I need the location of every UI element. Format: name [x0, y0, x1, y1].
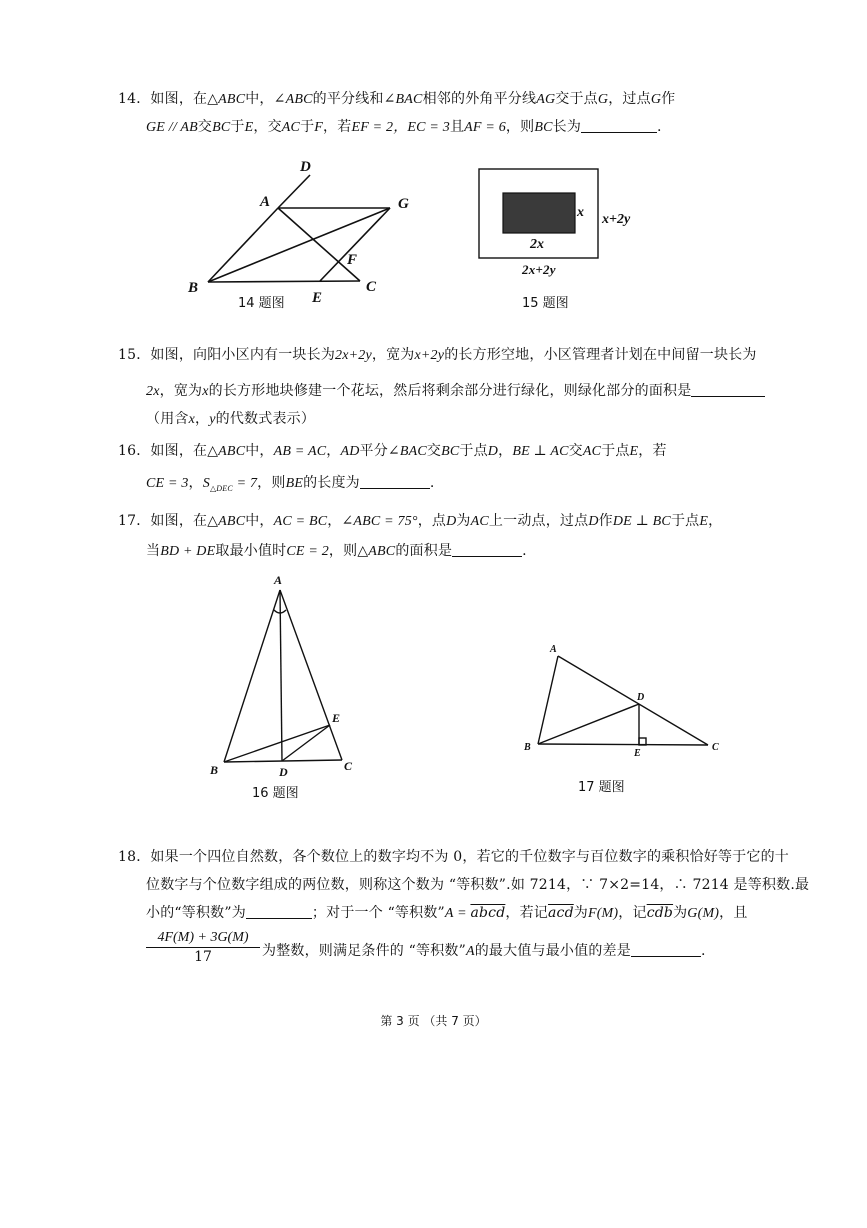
label-A: A: [274, 573, 283, 587]
q16-text: .: [429, 475, 435, 491]
label-C: C: [344, 759, 353, 773]
q16-math: D: [487, 444, 499, 459]
q18-math: abcd: [470, 905, 506, 921]
q18-text: ，若记: [505, 905, 548, 921]
q16-text: ，若: [638, 443, 667, 459]
segment-AC: [280, 590, 342, 760]
q17-text: ，则: [328, 543, 358, 559]
q16-math: BE ⊥ AC: [512, 444, 569, 459]
q18-text: 为整数，则满足条件的 “等积数”: [262, 943, 466, 959]
label-x-2y: x+2y: [602, 212, 631, 227]
segment-AB: [224, 590, 280, 762]
q18-text: .: [700, 943, 706, 959]
q17-text: 作: [598, 513, 613, 529]
q14-line-2: [146, 116, 662, 136]
segment-BC: [208, 281, 360, 282]
q15-text: ，: [195, 411, 210, 427]
fraction-numerator: 4F(M) + 3G(M): [146, 930, 260, 948]
q15-text: ，宽为: [371, 347, 415, 363]
q14-text: ，若: [323, 119, 352, 135]
segment-EG: [320, 208, 390, 281]
label-D: D: [279, 765, 288, 779]
q16-text: ，则: [257, 475, 286, 491]
q14-text: 中，: [245, 91, 274, 107]
q18-text: ，且: [719, 905, 748, 921]
q18-math: G(M): [687, 906, 720, 921]
answer-blank-15[interactable]: [691, 382, 765, 397]
label-C: C: [366, 279, 377, 295]
q17-text: ，: [708, 513, 723, 529]
label-B: B: [210, 763, 219, 777]
q15-math: 2x: [146, 384, 160, 399]
caption-15: 15 题图: [522, 296, 569, 311]
segment-BD: [538, 704, 639, 744]
q16-line-1: [118, 440, 667, 460]
q18-math: A: [465, 944, 475, 959]
label-B: B: [188, 280, 199, 296]
q18-math: =: [453, 906, 471, 921]
q17-math: ∠ABC = 75°: [341, 514, 418, 529]
q18-math: F(M): [587, 906, 619, 921]
segment-DE: [282, 725, 330, 761]
q17-math: △ABC: [207, 514, 246, 529]
answer-blank-18b[interactable]: [631, 942, 701, 957]
q17-text: ，点: [417, 513, 447, 529]
answer-blank-16[interactable]: [360, 474, 430, 489]
label-F: F: [347, 252, 358, 268]
q18-text: 为: [673, 905, 688, 921]
segment-AD: [278, 175, 310, 208]
q16-math: AC: [582, 444, 602, 459]
q16-text: 平分: [359, 443, 388, 459]
answer-blank-17[interactable]: [452, 542, 522, 557]
q15-math: 2x+2y: [335, 348, 372, 363]
label-2x: 2x: [530, 237, 544, 252]
q17-text: 上一动点，过点: [488, 513, 589, 529]
q17-text: 为: [456, 513, 471, 529]
q16-math: = 7: [232, 476, 258, 491]
label-G: G: [398, 196, 409, 212]
q14-math: BC: [534, 120, 553, 135]
figure-14: [180, 150, 420, 310]
q16-math: E: [629, 444, 639, 459]
q17-text: .: [522, 543, 527, 559]
q18-line-2: [146, 874, 809, 894]
q14-math: ∠ABC: [273, 92, 313, 107]
q15-text: ，宽为: [159, 383, 203, 399]
q17-text: 当: [146, 543, 161, 559]
q17-math: E: [699, 514, 709, 529]
q15-text: 的长方形地块修建一个花坛，然后将剩余部分进行绿化，则绿化部分的面积是: [208, 383, 692, 399]
q16-math: BC: [441, 444, 460, 459]
q14-math: AC: [281, 120, 301, 135]
q14-line-1: [118, 88, 675, 108]
q18-text: 小的“等积数”为: [146, 905, 246, 921]
q18-math: $\overline{acd}$: [547, 905, 574, 921]
q16-text: 16．如图，在: [118, 443, 208, 459]
q16-text: 的长度为: [303, 475, 360, 491]
segment-BG: [208, 208, 390, 282]
q15-math: x: [188, 412, 196, 427]
label-B: B: [524, 742, 531, 753]
label-D: D: [637, 692, 645, 703]
q14-math: EF = 2，EC = 3: [351, 120, 450, 135]
q14-text: 于: [230, 119, 245, 135]
q16-math: BE: [285, 476, 304, 491]
q16-text: 于点: [459, 443, 488, 459]
caption-14: 14 题图: [238, 296, 285, 311]
q15-math: y: [209, 412, 216, 427]
q17-text: ，: [327, 513, 342, 529]
segment-AB: [538, 656, 558, 744]
q17-text: 17．如图，在: [118, 513, 208, 529]
label-D: D: [300, 159, 311, 175]
q14-math: G: [650, 92, 662, 107]
q16-text: 交: [568, 443, 583, 459]
segment-BE: [224, 725, 330, 762]
q15-math: x+2y: [414, 348, 445, 363]
q16-text: 交: [426, 443, 442, 459]
label-E: E: [634, 748, 641, 759]
q17-math: AC: [470, 514, 489, 529]
q16-text: ，: [326, 443, 341, 459]
q18-math: $\overline{cdb}$: [646, 905, 674, 921]
q17-math: CE = 2: [286, 544, 329, 559]
q14-math: F: [314, 120, 324, 135]
q15-line-1: [118, 344, 757, 364]
label-E: E: [312, 290, 323, 306]
figure-15: [478, 168, 658, 268]
q18-text: 18．如果一个四位自然数，各个数位上的数字均不为 0，若它的千位数字与百位数字的乘积恰好等于它的十: [118, 849, 789, 865]
q17-math: BD + DE: [160, 544, 216, 559]
q15-line-2: [146, 380, 765, 400]
q16-math: △DEC: [209, 483, 233, 493]
fraction: [146, 930, 260, 965]
page-footer: 第 3 页 （共 7 页）: [380, 1014, 487, 1028]
q17-math: D: [446, 514, 457, 529]
q14-math: GE // AB: [146, 120, 198, 135]
q14-math: E: [244, 120, 254, 135]
q17-line-2: [146, 540, 527, 560]
q14-text: 长为: [552, 119, 582, 135]
q15-text: 的长方形空地，小区管理者计划在中间留一块长为: [444, 347, 757, 363]
q14-math: AG: [536, 92, 556, 107]
q17-line-1: [118, 510, 722, 530]
q16-text: 于点: [601, 443, 630, 459]
fraction-denominator: 17: [194, 949, 212, 965]
q18-text: ；对于一个 “等积数”: [311, 905, 445, 921]
segment-BA: [208, 208, 278, 282]
q14-text: 14．如图，在: [118, 91, 208, 107]
label-2x-2y-text: 2x+2y: [522, 262, 556, 277]
q17-math: D: [588, 514, 599, 529]
q18-line-1: [118, 846, 789, 866]
q15-text: 的代数式表示）: [215, 411, 316, 427]
label-E: E: [332, 711, 341, 725]
q14-math: △ABC: [207, 92, 246, 107]
q16-math: AD: [340, 444, 360, 459]
q14-text: 交: [197, 119, 213, 135]
answer-blank-18a[interactable]: [246, 904, 312, 919]
segment-AC: [558, 656, 708, 745]
q16-math: CE = 3: [146, 476, 189, 491]
q18-text: 的最大值与最小值的差是: [474, 943, 631, 959]
q17-text: 取最小值时: [215, 543, 287, 559]
q14-math: AF = 6: [464, 120, 506, 135]
q18-text: ，记: [618, 905, 647, 921]
q14-text: 于: [300, 119, 315, 135]
q18-line-4: [262, 940, 706, 960]
q16-math: S: [202, 476, 210, 491]
q18-line-3: [146, 902, 748, 922]
q14-text: ，交: [253, 119, 282, 135]
segment-AC: [278, 208, 360, 281]
segment-AD: [280, 590, 282, 761]
q14-math: BC: [212, 120, 231, 135]
q16-math: ∠BAC: [387, 444, 427, 459]
q17-math: DE ⊥ BC: [612, 514, 671, 529]
figure-17: [518, 640, 728, 760]
q17-math: AC = BC: [273, 514, 328, 529]
q18-math: A: [444, 906, 454, 921]
q15-text: （用含: [146, 411, 189, 427]
answer-blank-14[interactable]: [581, 118, 657, 133]
label-C: C: [712, 742, 719, 753]
q16-text: ，: [188, 475, 203, 491]
q14-text: 作: [661, 91, 676, 107]
q16-math: △ABC: [207, 444, 246, 459]
q16-line-2: [146, 472, 435, 493]
label-2x-2y: [522, 262, 556, 278]
q14-math: G: [597, 92, 609, 107]
q16-text: ，: [498, 443, 513, 459]
q18-text: 为: [573, 905, 588, 921]
q14-text: ，则: [505, 119, 535, 135]
label-A: A: [550, 644, 557, 655]
q17-text: 中，: [245, 513, 274, 529]
q15-math: x: [202, 384, 209, 399]
q14-text: 且: [449, 119, 465, 135]
figure-16: [204, 570, 364, 785]
segment-BC: [538, 744, 708, 745]
caption-17: 17 题图: [578, 780, 625, 795]
flower-bed: [503, 193, 575, 233]
label-x: x: [577, 205, 584, 220]
q17-math: △ABC: [357, 544, 396, 559]
label-A: A: [260, 194, 271, 210]
q14-math: ∠BAC: [383, 92, 423, 107]
q17-text: 于点: [670, 513, 700, 529]
q16-text: 中，: [245, 443, 274, 459]
q15-line-3: [146, 408, 315, 428]
q18-text: 位数字与个位数字组成的两位数，则称这个数为 “等积数”.如 7214，∵ 7×2=14，∴ 7214 是等积数.最: [146, 877, 810, 893]
caption-16: 16 题图: [252, 786, 299, 801]
q14-text: 相邻的外角平分线: [422, 91, 537, 107]
q14-text: 的平分线和: [312, 91, 384, 107]
q16-math: AB = AC: [273, 444, 327, 459]
q14-text: ，过点: [608, 91, 651, 107]
q14-text: .: [657, 119, 662, 135]
q15-text: 15．如图，向阳小区内有一块长为: [118, 347, 336, 363]
q17-text: 的面积是: [395, 543, 453, 559]
q14-text: 交于点: [555, 91, 598, 107]
